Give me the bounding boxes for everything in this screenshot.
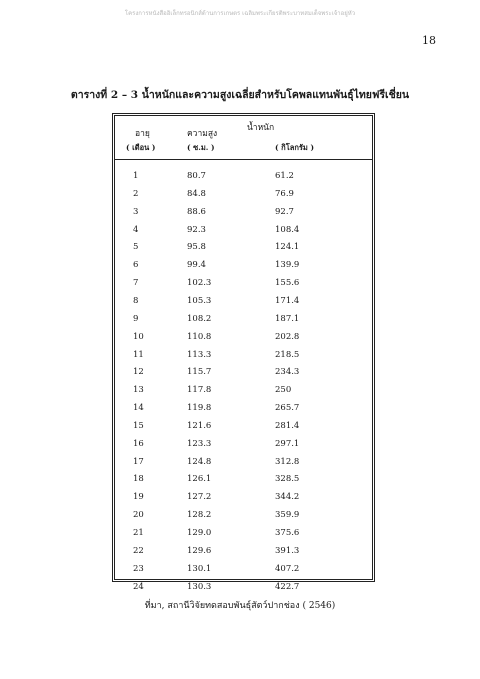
table-row	[115, 296, 372, 310]
cell-height: 95.8	[187, 242, 206, 253]
cell-weight: 312.8	[275, 456, 300, 467]
header-weight-unit: ( กิโลกรัม )	[275, 143, 314, 152]
page-number: 18	[422, 34, 436, 47]
cell-height: 126.1	[187, 474, 212, 485]
cell-height: 119.8	[187, 403, 212, 414]
cell-weight: 297.1	[275, 438, 300, 449]
cell-weight: 76.9	[275, 188, 294, 199]
cell-age: 10	[133, 331, 144, 342]
cell-age: 22	[133, 545, 144, 556]
cell-age: 7	[133, 278, 139, 289]
cell-height: 88.6	[187, 206, 206, 217]
cell-age: 1	[133, 171, 139, 181]
cell-age: 11	[133, 349, 144, 360]
table-row	[115, 492, 372, 506]
header-height: ความสูง	[187, 129, 218, 139]
cell-weight: 265.7	[275, 403, 300, 414]
header-height-unit: ( ซ.ม. )	[187, 143, 215, 152]
cell-weight: 108.4	[275, 224, 300, 235]
cell-weight: 171.4	[275, 295, 300, 306]
table-row	[115, 367, 372, 381]
cell-height: 129.6	[187, 545, 212, 556]
cell-weight: 139.9	[275, 260, 300, 271]
table-row	[115, 421, 372, 435]
cell-weight: 61.2	[275, 171, 294, 181]
cell-weight: 375.6	[275, 528, 300, 538]
cell-age: 12	[133, 367, 144, 378]
cell-height: 105.3	[187, 295, 212, 306]
cell-age: 15	[133, 420, 144, 431]
cell-weight: 344.2	[275, 492, 300, 503]
cell-age: 16	[133, 438, 144, 449]
cell-height: 128.2	[187, 510, 212, 521]
cell-age: 3	[133, 206, 139, 217]
header-divider	[115, 159, 372, 160]
table-row	[115, 457, 372, 471]
cell-weight: 328.5	[275, 474, 300, 485]
cell-height: 123.3	[187, 438, 212, 449]
cell-height: 121.6	[187, 420, 212, 431]
table-row	[115, 510, 372, 524]
cell-height: 99.4	[187, 260, 206, 271]
header-age: อายุ	[135, 129, 150, 139]
cell-weight: 281.4	[275, 420, 300, 431]
cell-height: 80.7	[187, 171, 206, 181]
table-caption: ตารางที่ 2 – 3 น้ำหนักและความสูงเฉลี่ยสำหรับโคพลแทนพันธุ์ไทยฟรีเชี่ยน	[70, 89, 410, 101]
cell-weight: 218.5	[275, 349, 300, 360]
cell-weight: 202.8	[275, 331, 300, 342]
table-row	[115, 474, 372, 488]
cell-age: 19	[133, 492, 144, 503]
table-row	[115, 385, 372, 399]
table-row	[115, 332, 372, 346]
cell-weight: 391.3	[275, 545, 300, 556]
cell-age: 23	[133, 563, 144, 574]
cell-weight: 407.2	[275, 563, 300, 574]
cell-weight: 155.6	[275, 278, 300, 289]
cell-height: 124.8	[187, 456, 212, 467]
table-row	[115, 403, 372, 417]
table-row	[115, 260, 372, 274]
cell-age: 14	[133, 403, 144, 414]
cell-age: 5	[133, 242, 139, 253]
table-row	[115, 439, 372, 453]
cell-age: 2	[133, 188, 139, 199]
watermark-text: โครงการหนังสืออิเล็กทรอนิกส์ด้านการเกษตร เฉลิมพระเกียรติพระบาทสมเด็จพระเจ้าอยู่หัว	[124, 10, 356, 17]
cell-weight: 234.3	[275, 367, 300, 378]
header-age-unit: ( เดือน )	[126, 143, 156, 152]
cell-weight: 92.7	[275, 206, 294, 217]
cell-age: 21	[133, 528, 144, 538]
table-row	[115, 189, 372, 203]
cell-age: 24	[133, 581, 144, 592]
table-row	[115, 242, 372, 256]
table-row	[115, 546, 372, 560]
table-row	[115, 528, 372, 542]
table-row	[115, 278, 372, 292]
cell-height: 113.3	[187, 349, 212, 360]
cell-height: 108.2	[187, 313, 212, 324]
table-row	[115, 207, 372, 221]
table-row	[115, 225, 372, 239]
cell-weight: 250	[275, 385, 292, 396]
cell-age: 18	[133, 474, 144, 485]
cell-age: 9	[133, 313, 139, 324]
cell-weight: 187.1	[275, 313, 300, 324]
cell-height: 110.8	[187, 331, 212, 342]
cell-height: 102.3	[187, 278, 212, 289]
cell-age: 17	[133, 456, 144, 467]
table-row	[115, 171, 372, 185]
cell-weight: 359.9	[275, 510, 300, 521]
table-row	[115, 564, 372, 578]
table-row	[115, 350, 372, 364]
cell-height: 115.7	[187, 367, 212, 378]
cell-age: 6	[133, 260, 139, 271]
cell-height: 127.2	[187, 492, 212, 503]
cell-height: 92.3	[187, 224, 206, 235]
header-weight: น้ำหนัก	[247, 123, 275, 133]
cell-age: 8	[133, 295, 139, 306]
table-row	[115, 314, 372, 328]
cell-height: 130.3	[187, 581, 212, 592]
cell-age: 4	[133, 224, 139, 235]
cell-age: 13	[133, 385, 144, 396]
cell-height: 129.0	[187, 528, 212, 538]
cell-weight: 422.7	[275, 581, 300, 592]
cell-weight: 124.1	[275, 242, 300, 253]
cell-height: 117.8	[187, 385, 212, 396]
table-row	[115, 582, 372, 596]
source-note: ที่มา, สถานีวิจัยทดสอบพันธุ์สัตว์ปากช่อง ( 2546)	[144, 601, 336, 611]
cell-age: 20	[133, 510, 144, 521]
cell-height: 84.8	[187, 188, 206, 199]
cell-height: 130.1	[187, 563, 212, 574]
data-table	[112, 113, 375, 592]
